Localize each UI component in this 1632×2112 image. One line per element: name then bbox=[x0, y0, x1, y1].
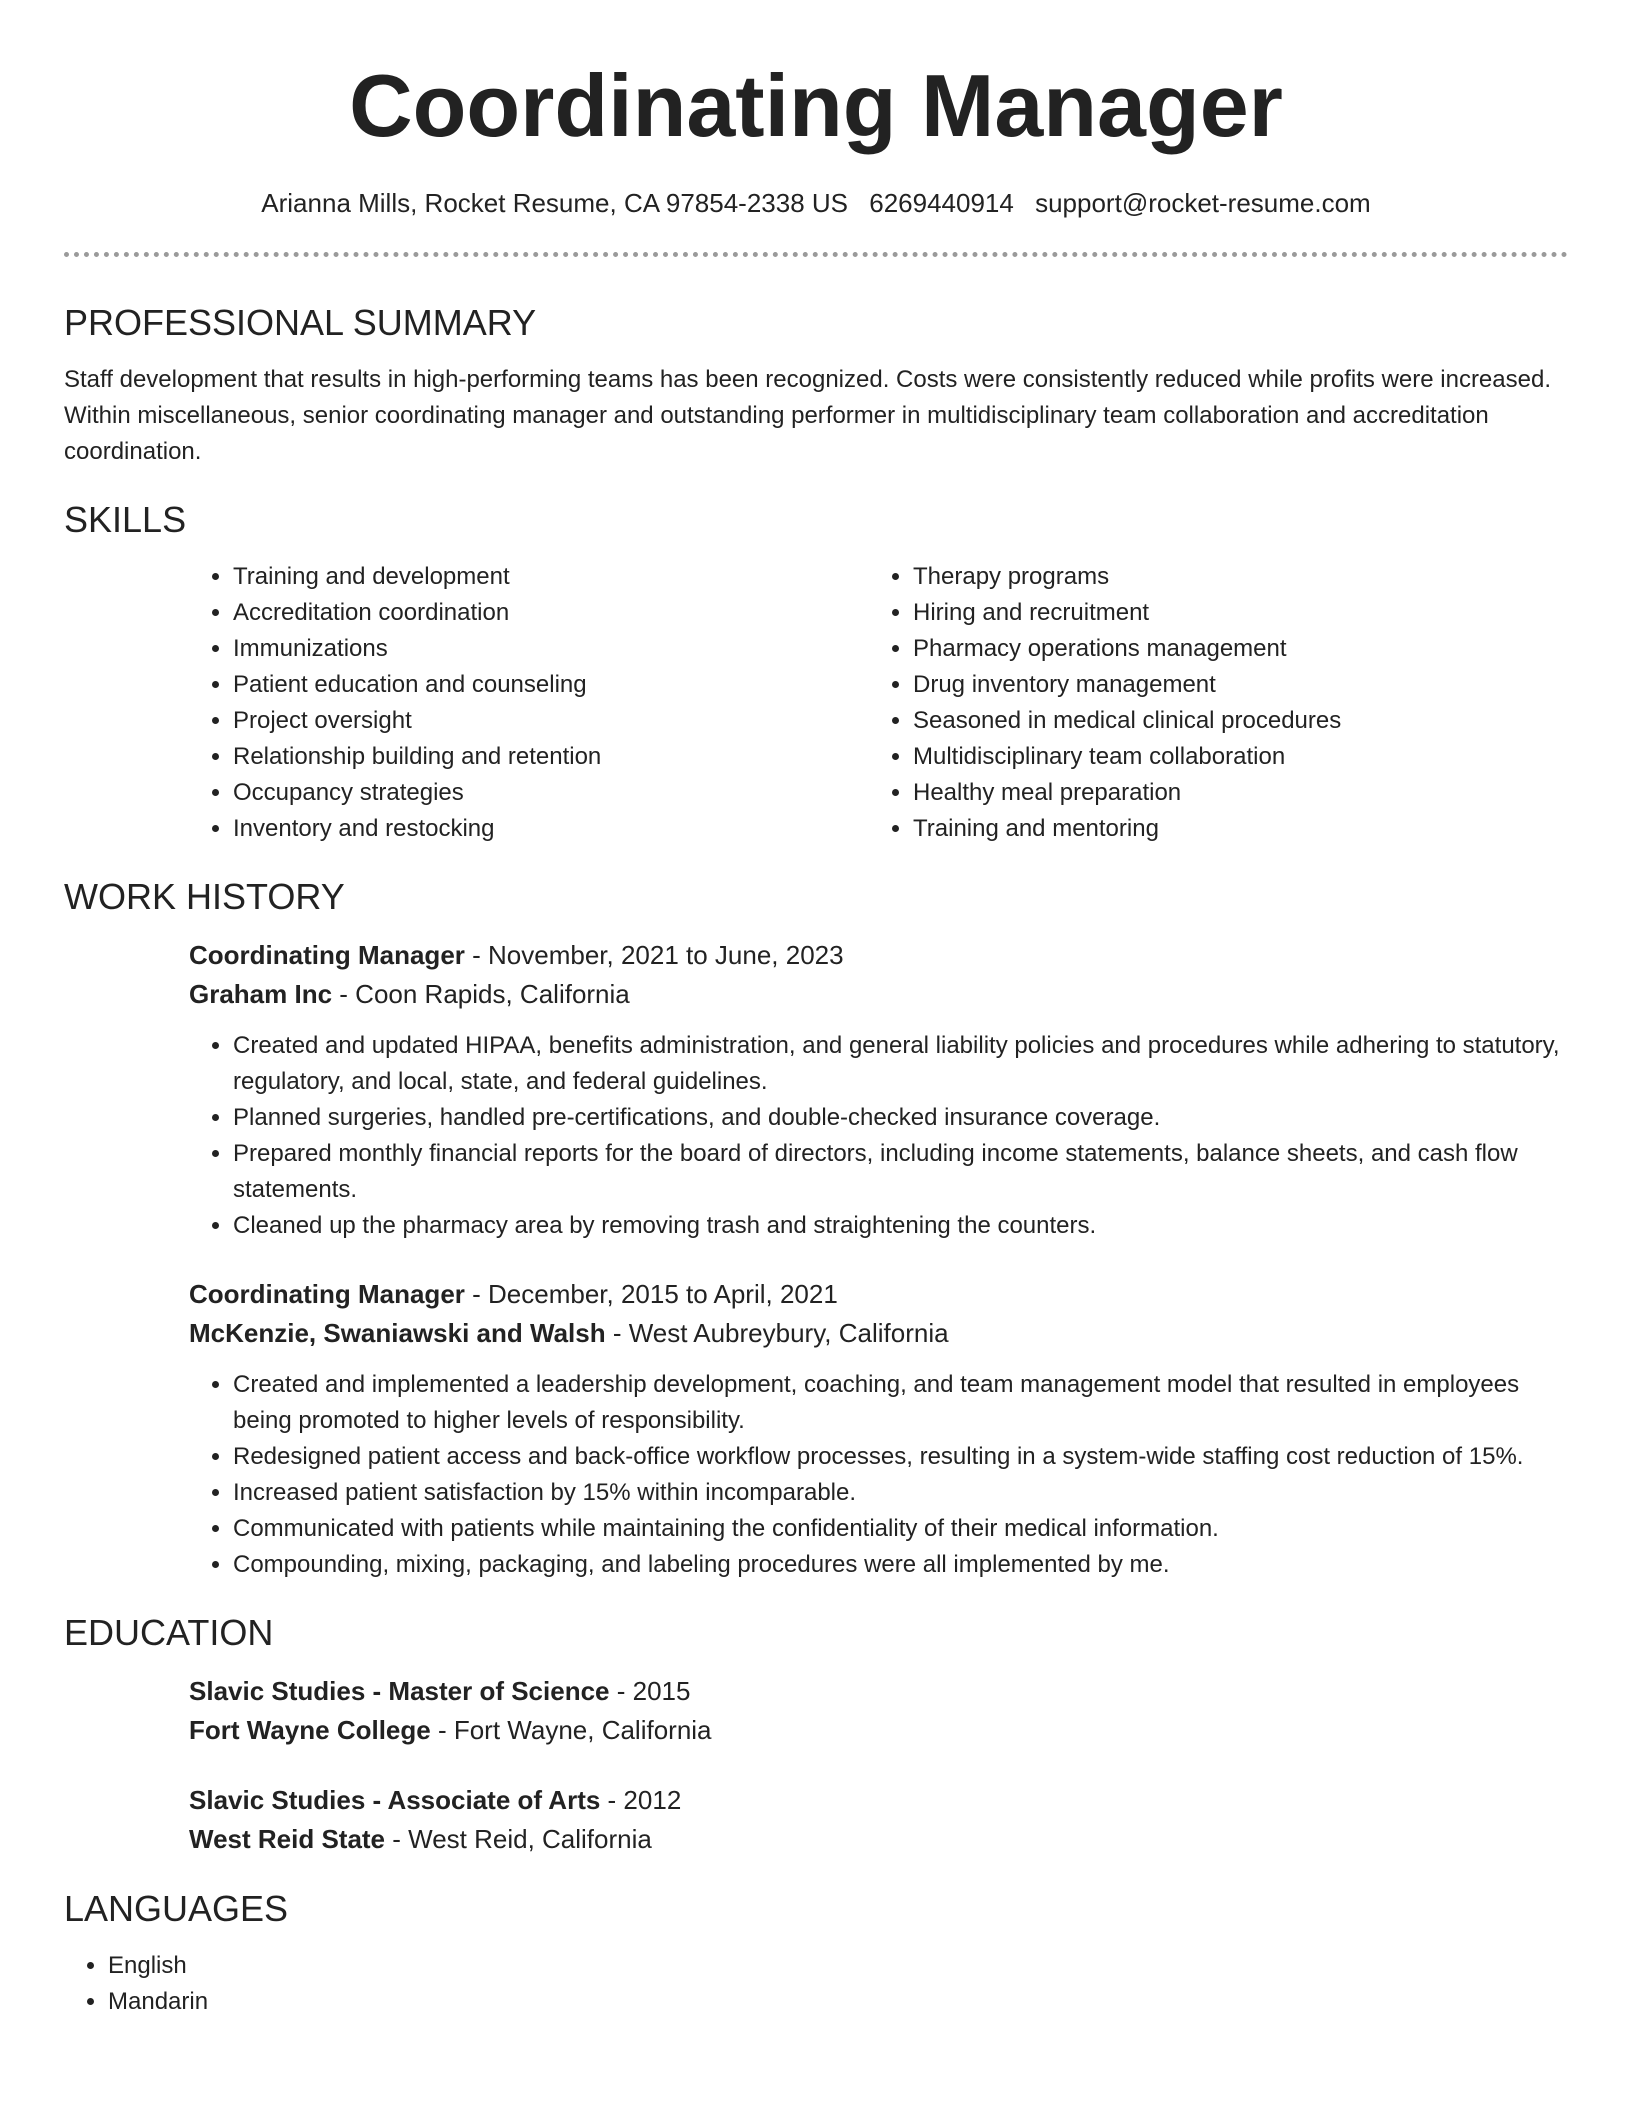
skills-column-right bbox=[869, 559, 1549, 847]
resume-header bbox=[0, 0, 1632, 220]
languages-list bbox=[64, 1948, 1568, 2020]
education-entry bbox=[189, 1781, 1568, 1859]
job-location: - West Aubreybury, California bbox=[605, 1318, 949, 1348]
list-item: • Therapy programs bbox=[913, 559, 1549, 595]
summary-section bbox=[0, 301, 1632, 470]
job-entry bbox=[189, 1275, 1568, 1583]
section-heading: SKILLS bbox=[64, 499, 187, 540]
job-title: Coordinating Manager bbox=[189, 1279, 465, 1309]
list-item: • Drug inventory management bbox=[913, 667, 1549, 703]
list-item: • Patient education and counseling bbox=[233, 667, 869, 703]
job-company: McKenzie, Swaniawski and Walsh bbox=[189, 1318, 606, 1348]
job-bullets bbox=[189, 1367, 1568, 1583]
job-title-line bbox=[189, 936, 1568, 975]
section-heading: WORK HISTORY bbox=[64, 876, 345, 917]
list-item: • Hiring and recruitment bbox=[913, 595, 1549, 631]
section-heading: LANGUAGES bbox=[64, 1888, 289, 1929]
list-item: • Inventory and restocking bbox=[233, 811, 869, 847]
list-item: • Seasoned in medical clinical procedures bbox=[913, 703, 1549, 739]
list-item: • Accreditation coordination bbox=[233, 595, 869, 631]
list-item: • Mandarin bbox=[108, 1984, 1568, 2020]
list-item: • Training and mentoring bbox=[913, 811, 1549, 847]
languages-section bbox=[0, 1887, 1632, 2020]
list-item: • Multidisciplinary team collaboration bbox=[913, 739, 1549, 775]
job-bullets bbox=[189, 1028, 1568, 1244]
skills-column-left bbox=[189, 559, 869, 847]
job-company-line bbox=[189, 1314, 1568, 1353]
list-item: • Healthy meal preparation bbox=[913, 775, 1549, 811]
degree: Slavic Studies - Associate of Arts bbox=[189, 1785, 601, 1815]
job-company: Graham Inc bbox=[189, 979, 333, 1009]
summary-text: Staff development that results in high-performing teams has been recognized. Costs were consistently reduced while profits were increased. Within miscellaneous, senior coordinating manager and outstanding performer in multidisciplinary team collaboration and accreditation coordination. bbox=[64, 366, 1551, 465]
list-item: • Cleaned up the pharmacy area by removing trash and straightening the counters. bbox=[233, 1208, 1568, 1244]
degree-line bbox=[189, 1781, 1568, 1820]
degree-year: - 2015 bbox=[609, 1676, 691, 1706]
section-heading: EDUCATION bbox=[64, 1612, 274, 1653]
job-title-line bbox=[189, 1275, 1568, 1314]
job-dates: - November, 2021 to June, 2023 bbox=[464, 940, 844, 970]
list-item: • Pharmacy operations management bbox=[913, 631, 1549, 667]
list-item: • Immunizations bbox=[233, 631, 869, 667]
degree: Slavic Studies - Master of Science bbox=[189, 1676, 610, 1706]
list-item: • Training and development bbox=[233, 559, 869, 595]
list-item: • English bbox=[108, 1948, 1568, 1984]
list-item: • Communicated with patients while maintaining the confidentiality of their medical information. bbox=[233, 1511, 1568, 1547]
list-item: • Relationship building and retention bbox=[233, 739, 869, 775]
header-divider bbox=[64, 252, 1568, 257]
contact-line bbox=[0, 186, 1632, 220]
school-line bbox=[189, 1711, 1568, 1750]
education-entry bbox=[189, 1672, 1568, 1750]
school: West Reid State bbox=[189, 1824, 386, 1854]
list-item: • Increased patient satisfaction by 15% within incomparable. bbox=[233, 1475, 1568, 1511]
job-dates: - December, 2015 to April, 2021 bbox=[464, 1279, 838, 1309]
list-item: • Compounding, mixing, packaging, and labeling procedures were all implemented by me. bbox=[233, 1547, 1568, 1583]
school-line bbox=[189, 1820, 1568, 1859]
degree-year: - 2012 bbox=[600, 1785, 682, 1815]
school-location: - West Reid, California bbox=[385, 1824, 652, 1854]
school: Fort Wayne College bbox=[189, 1715, 431, 1745]
contact-phone: 6269440914 bbox=[869, 188, 1014, 218]
degree-line bbox=[189, 1672, 1568, 1711]
list-item: • Occupancy strategies bbox=[233, 775, 869, 811]
job-entry bbox=[189, 936, 1568, 1244]
list-item: • Redesigned patient access and back-office workflow processes, resulting in a system-wide staffing cost reduction of 15%. bbox=[233, 1439, 1568, 1475]
list-item: • Project oversight bbox=[233, 703, 869, 739]
page-title: Coordinating Manager bbox=[349, 56, 1283, 155]
skills-section bbox=[0, 498, 1632, 847]
education-section bbox=[0, 1611, 1632, 1859]
list-item: • Created and updated HIPAA, benefits administration, and general liability policies and procedures while adhering to statutory, regulatory, and local, state, and federal guidelines. bbox=[233, 1028, 1568, 1100]
section-heading: PROFESSIONAL SUMMARY bbox=[64, 302, 537, 343]
list-item: • Created and implemented a leadership development, coaching, and team management model that resulted in employees being promoted to higher levels of responsibility. bbox=[233, 1367, 1568, 1439]
contact-email: support@rocket-resume.com bbox=[1035, 188, 1371, 218]
list-item: • Prepared monthly financial reports for the board of directors, including income statements, balance sheets, and cash flow statements. bbox=[233, 1136, 1568, 1208]
school-location: - Fort Wayne, California bbox=[430, 1715, 712, 1745]
skills-list bbox=[189, 559, 1568, 847]
contact-address: Arianna Mills, Rocket Resume, CA 97854-2338 US bbox=[261, 188, 849, 218]
job-title: Coordinating Manager bbox=[189, 940, 465, 970]
work-section bbox=[0, 875, 1632, 1583]
job-location: - Coon Rapids, California bbox=[332, 979, 630, 1009]
list-item: • Planned surgeries, handled pre-certifications, and double-checked insurance coverage. bbox=[233, 1100, 1568, 1136]
job-company-line bbox=[189, 975, 1568, 1014]
